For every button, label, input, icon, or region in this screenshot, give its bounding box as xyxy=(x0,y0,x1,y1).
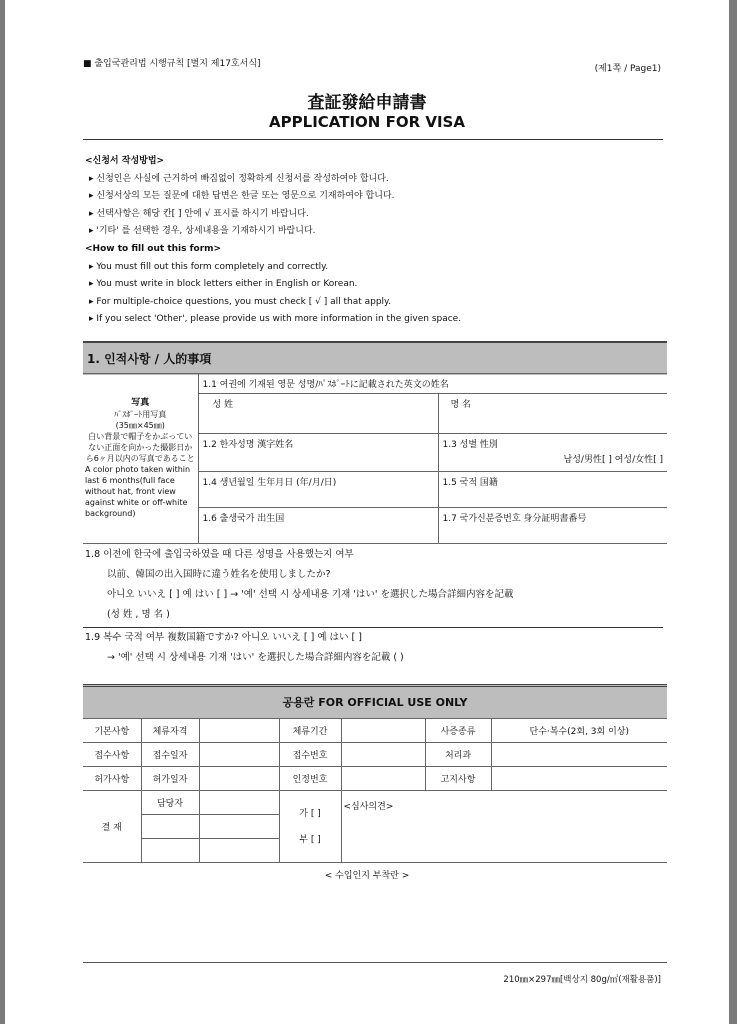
photo-instruction-jp: 白い背景で帽子をかぶっていない正面を向かった撮影日から6ヶ月以内の写真であること xyxy=(85,432,195,463)
instructions xyxy=(85,153,461,329)
section-title: 1. 인적사항 / 人的事項 xyxy=(87,352,212,366)
gender-options[interactable]: 남성/男性[ ] 여성/女性[ ] xyxy=(563,455,663,465)
cell-dept-label: 처리과 xyxy=(425,743,491,767)
cell-signature-1[interactable] xyxy=(199,791,279,815)
cell-staff-label: 담당자 xyxy=(141,791,199,815)
ko-instruction-item: ▸ 신청인은 사실에 근거하여 빠짐없이 정확하게 신청서를 작성하여야 합니다. xyxy=(89,173,389,184)
cell-status-value[interactable] xyxy=(199,719,279,743)
cell-cert-no-label: 인정번호 xyxy=(279,767,341,791)
chinese-name-field[interactable]: 1.2 한자성명 漢字姓名 xyxy=(198,434,438,472)
q1-8-options[interactable]: 아니오 いいえ [ ] 예 はい [ ] → '예' 선택 시 상세내용 기재 'はい' を選択した場合詳細内容を記載 xyxy=(107,589,514,600)
footer-divider xyxy=(83,962,667,963)
en-instruction-item: ▸ You must write in block letters either in English or Korean. xyxy=(89,279,358,290)
birthdate-field[interactable]: 1.4 생년월일 生年月日 (年/月/日) xyxy=(198,472,438,508)
cell-receipt-no-value[interactable] xyxy=(341,743,425,767)
q1-1-label: 1.1 여권에 기재된 영문 성명/ﾊﾟｽﾎﾟｰﾄに記載された英文の姓名 xyxy=(198,374,667,394)
title-english: APPLICATION FOR VISA xyxy=(269,113,465,131)
cell-approval: 결 재 xyxy=(83,791,141,863)
title-divider xyxy=(83,139,663,140)
en-instruction-item: ▸ For multiple-choice questions, you must check [ √ ] all that apply. xyxy=(89,296,391,307)
question-1-8 xyxy=(85,545,665,625)
nationality-field[interactable]: 1.5 국적 国籍 xyxy=(438,472,667,508)
q1-8-detail[interactable]: (성 姓 , 명 名 ) xyxy=(107,609,170,620)
national-id-field[interactable]: 1.7 국가신분증번호 身分証明書番号 xyxy=(438,508,667,544)
q1-8-question: 1.8 이전에 한국에 출입국하였을 때 다른 성명을 사용했는지 여부 xyxy=(85,549,354,560)
given-name-field[interactable] xyxy=(438,394,667,434)
q1-9-detail[interactable]: → '예' 선택 시 상세내용 기재 'はい' を選択した場合詳細内容を記載 ( ) xyxy=(107,652,404,663)
title-korean: 査証發給申請書 xyxy=(307,93,427,113)
cell-basic-info: 기본사항 xyxy=(83,719,141,743)
cell-permit-date-label: 허가일자 xyxy=(141,767,199,791)
cell-period-label: 체류기간 xyxy=(279,719,341,743)
en-instruction-item: ▸ If you select 'Other', please provide us with more information in the given space. xyxy=(89,314,462,325)
official-use-header: 공용란 FOR OFFICIAL USE ONLY xyxy=(83,684,667,719)
surname-label: 성 姓 xyxy=(212,400,234,410)
cell-permit-info: 허가사항 xyxy=(83,767,141,791)
review-opinion-label: <심사의견> xyxy=(343,802,394,812)
photo-subtitle: ﾊﾟｽﾎﾟｰﾄ用写真 xyxy=(114,410,167,419)
official-use-table xyxy=(83,718,667,863)
page-number: (제1쪽 / Page1) xyxy=(594,64,661,74)
cell-visa-type-label: 사증종류 xyxy=(425,719,491,743)
paper-spec: 210㎜×297㎜[백상지 80g/㎡(재활용품)] xyxy=(503,975,661,985)
cell-cert-no-value[interactable] xyxy=(341,767,425,791)
photo-box[interactable] xyxy=(83,374,198,544)
q1-9-options[interactable]: 1.9 복수 국적 여부 複数国籍ですか? 아니오 いいえ [ ] 예 はい [ ] xyxy=(85,632,362,643)
en-instructions-heading: <How to fill out this form> xyxy=(85,243,222,254)
decision-approve[interactable]: 가 [ ] xyxy=(299,808,321,819)
question-1-9 xyxy=(85,628,665,668)
cell-decision[interactable] xyxy=(279,791,341,863)
cell-signature-2[interactable] xyxy=(141,815,199,839)
cell-receipt-date-label: 접수일자 xyxy=(141,743,199,767)
ko-instructions-heading: <신청서 작성방법> xyxy=(85,156,165,166)
photo-title: 写真 xyxy=(131,398,150,408)
cell-signature-5[interactable] xyxy=(199,839,279,863)
cell-status-label: 체류자격 xyxy=(141,719,199,743)
personal-info-table xyxy=(83,373,667,544)
photo-instruction-en: A color photo taken within last 6 months(full face without hat, front view against white or off-white background) xyxy=(85,465,191,518)
decision-reject[interactable]: 부 [ ] xyxy=(299,834,321,845)
revenue-stamp-area: < 수입인지 부착란 > xyxy=(324,871,410,881)
q1-8-question-jp: 以前、韓国の出入国時に違う姓名を使用しましたか? xyxy=(107,569,331,580)
cell-signature-3[interactable] xyxy=(199,815,279,839)
ko-instruction-item: ▸ '기타' 를 선택한 경우, 상세내용을 기재하시기 바랍니다. xyxy=(89,226,316,237)
ko-instruction-item: ▸ 선택사항은 해당 칸[ ] 안에 √ 표시를 하시기 바랍니다. xyxy=(89,208,309,219)
photo-size: (35㎜×45㎜) xyxy=(115,421,165,430)
cell-receipt-no-label: 접수번호 xyxy=(279,743,341,767)
cell-receipt-info: 접수사항 xyxy=(83,743,141,767)
cell-period-value[interactable] xyxy=(341,719,425,743)
surname-field[interactable] xyxy=(198,394,438,434)
cell-permit-date-value[interactable] xyxy=(199,767,279,791)
cell-notice-label: 고지사항 xyxy=(425,767,491,791)
cell-receipt-date-value[interactable] xyxy=(199,743,279,767)
ko-instruction-item: ▸ 신청서상의 모든 질문에 대한 답변은 한글 또는 영문으로 기재하여야 합니다. xyxy=(89,191,395,202)
form-page xyxy=(5,0,729,1024)
section-header xyxy=(83,341,667,375)
en-instruction-item: ▸ You must fill out this form completely and correctly. xyxy=(89,261,328,272)
gender-label: 1.3 성별 性別 xyxy=(442,440,498,450)
cell-signature-4[interactable] xyxy=(141,839,199,863)
given-name-label: 명 名 xyxy=(450,400,472,410)
cell-notice-value[interactable] xyxy=(491,767,667,791)
birth-country-field[interactable]: 1.6 출생국가 出生国 xyxy=(198,508,438,544)
cell-review-opinion[interactable] xyxy=(341,791,667,863)
cell-dept-value[interactable] xyxy=(491,743,667,767)
cell-visa-type-value[interactable]: 단수·복수(2회, 3회 이상) xyxy=(491,719,667,743)
gender-field[interactable] xyxy=(438,434,667,472)
regulation-label: ■ 출입국관리법 시행규칙 [별지 제17호서식] xyxy=(83,59,261,69)
